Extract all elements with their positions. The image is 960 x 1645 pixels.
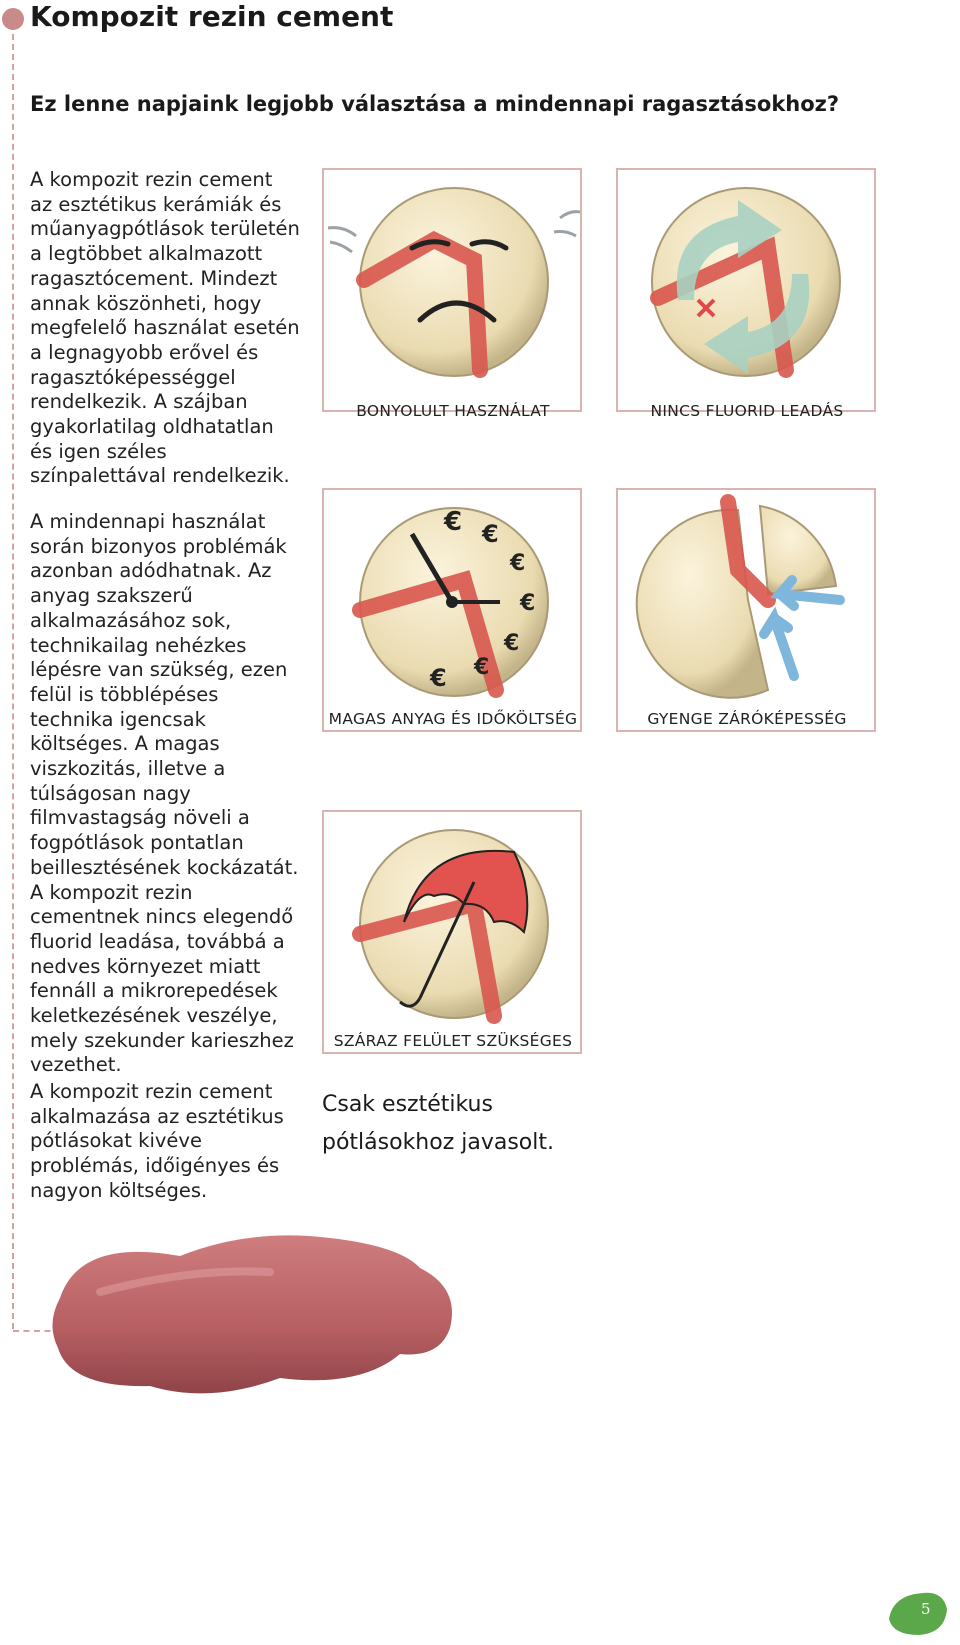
svg-text:€: € — [444, 507, 463, 537]
svg-text:€: € — [504, 631, 520, 656]
dashed-rail — [12, 24, 14, 1329]
body-paragraph-2: A mindennapi használat során bizonyos problémák azonban adódhatnak. Az anyag szakszerű alkalmazásához sok, technikailag nehézkes lépésre van szükség, ezen felül is többlépéses technika igencsak költséges. A magas viszkozitás, illetve a túlságosan nagy filmvastagság növeli a fogpótlások pontatlan beillesztésének kockázatát. A kompozit rezin cementnek nincs elegendő fluorid leadása, továbbá a nedves környezet miatt fennáll a mikrorepedések keletkezésének veszélye, mely szekunder karieszhez vezethet. — [30, 510, 299, 1077]
svg-text:€: € — [474, 655, 490, 680]
page-number: 5 — [921, 1600, 931, 1618]
svg-text:€: € — [482, 520, 499, 548]
panel-no-fluoride — [616, 168, 876, 412]
panel-caption: GYENGE ZÁRÓKÉPESSÉG — [647, 710, 847, 728]
recommendation-note: Csak esztétikus pótlásokhoz javasolt. — [322, 1092, 554, 1155]
panel-caption: SZÁRAZ FELÜLET SZÜKSÉGES — [333, 1032, 573, 1050]
clock-euro-icon — [324, 490, 582, 732]
panel-caption: NINCS FLUORID LEADÁS — [650, 402, 844, 420]
page-number-badge — [883, 1589, 949, 1637]
panel-caption: MAGAS ANYAG ÉS IDŐKÖLTSÉG — [328, 710, 578, 728]
page-title: Kompozit rezin cement — [30, 0, 394, 33]
body-paragraph-1: A kompozit rezin cement az esztétikus kerámiák és műanyagpótlások területén a legtöbbet alkalmazott ragasztócement. Mindezt annak köszönheti, hogy megfelelő használat esetén a legnagyobb erővel és ragasztóképességgel rendelkezik. A szájban gyakorlatilag oldhatatlan és igen széles színpalettával rendelkezik. — [30, 168, 300, 488]
page-subtitle: Ez lenne napjaink legjobb választása a mindennapi ragasztásokhoz? — [30, 92, 840, 116]
panel-weak-seal — [616, 488, 876, 732]
panel-complex-usage — [322, 168, 582, 412]
umbrella-icon — [324, 812, 582, 1054]
panel-dry-surface — [322, 810, 582, 1054]
body-paragraph-3: A kompozit rezin cement alkalmazása az esztétikus pótlásokat kivéve problémás, időigényes és nagyon költséges. — [30, 1080, 284, 1202]
leaf-icon — [883, 1589, 949, 1637]
sad-face-icon — [324, 170, 582, 412]
panel-cost — [322, 488, 582, 732]
broken-seal-icon — [618, 490, 876, 732]
circular-arrows-icon — [618, 170, 876, 412]
svg-text:€: € — [430, 664, 447, 692]
cement-blob-illustration — [40, 1228, 470, 1408]
bullet-dot-icon — [2, 8, 24, 30]
svg-text:€: € — [520, 591, 536, 616]
svg-text:€: € — [510, 551, 526, 576]
panel-caption: BONYOLULT HASZNÁLAT — [356, 402, 550, 420]
